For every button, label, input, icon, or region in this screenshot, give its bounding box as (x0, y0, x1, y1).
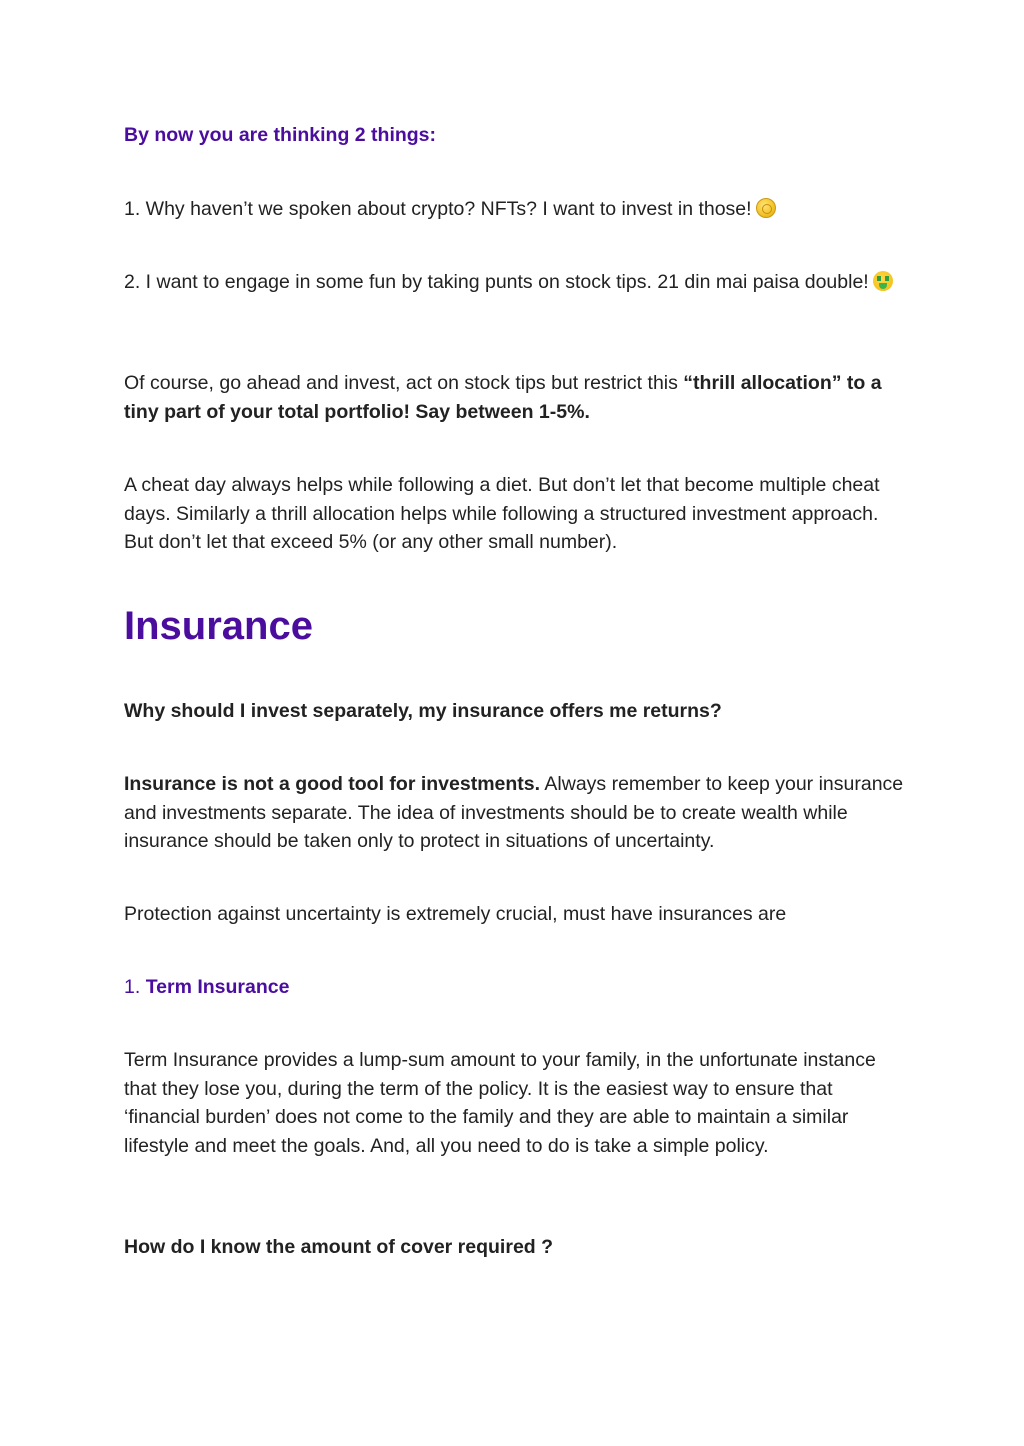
thrill-text-normal: Of course, go ahead and invest, act on stock tips but restrict this (124, 372, 684, 394)
coin-icon (756, 198, 776, 218)
thrill-allocation-paragraph (124, 369, 904, 426)
point-crypto (124, 195, 904, 224)
cheat-day-paragraph: A cheat day always helps while following a diet. But don’t let that become multiple cheat days. Similarly a thrill allocation helps while following a structured investment approach. But don’t let that exceed 5% (or any other small number). (124, 474, 880, 553)
insurance-question: Why should I invest separately, my insurance offers me returns? (124, 700, 722, 722)
money-mouth-face-icon (873, 271, 893, 291)
point-stock-tips-text: 2. I want to engage in some fun by taking punts on stock tips. 21 din mai paisa double! (124, 271, 869, 293)
insurance-answer-normal: Always remember to keep your insurance and investments separate. The idea of investments should be to create wealth while insurance should be taken only to protect in situations of uncertainty. (124, 773, 904, 852)
term-insurance-heading (124, 973, 904, 1002)
term-insurance-description: Term Insurance provides a lump-sum amount to your family, in the unfortunate instance that they lose you, during the term of the policy. It is the easiest way to ensure that ‘financial burden’ does not come to the family and they are able to maintain a similar lifestyle and meet the goals. And, all you need to do is take a simple policy. (124, 1049, 876, 1157)
term-insurance-title: Term Insurance (145, 976, 290, 998)
insurance-answer-paragraph (124, 770, 904, 856)
term-insurance-number: 1. (124, 976, 146, 998)
point-stock-tips (124, 268, 904, 297)
intro-heading: By now you are thinking 2 things: (124, 124, 437, 146)
insurance-answer-bold: Insurance is not a good tool for investments. (124, 773, 541, 795)
cover-question: How do I know the amount of cover required ? (124, 1236, 554, 1258)
protection-paragraph: Protection against uncertainty is extremely crucial, must have insurances are (124, 903, 787, 925)
point-crypto-text: 1. Why haven’t we spoken about crypto? NFTs? I want to invest in those! (124, 198, 752, 220)
thrill-text-bold: “thrill allocation” to a tiny part of your total portfolio! Say between 1-5%. (124, 372, 882, 423)
insurance-title: Insurance (124, 604, 313, 648)
